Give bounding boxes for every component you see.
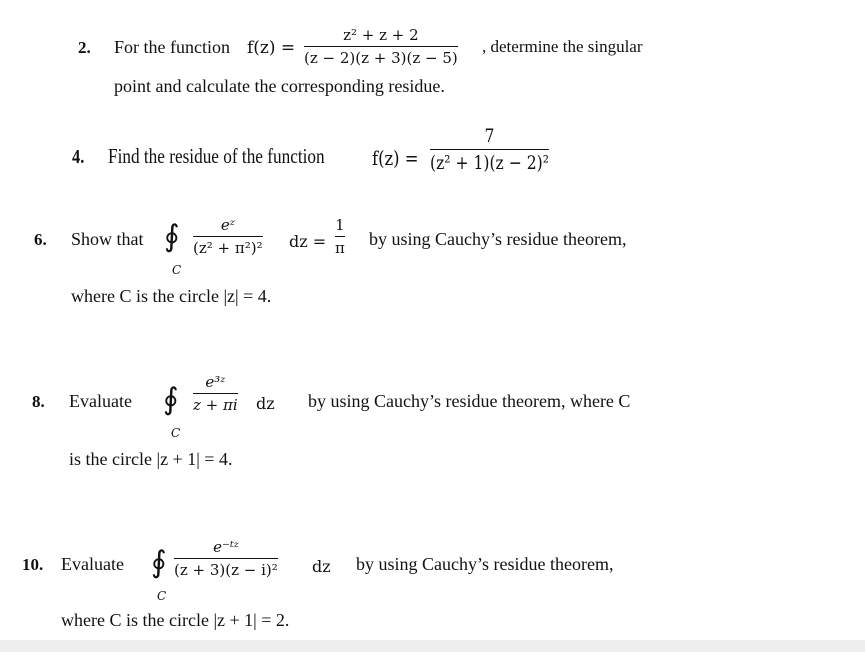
- numerator: e³ᶻ: [205, 373, 226, 391]
- dz: dz: [312, 557, 331, 576]
- function-fraction: [430, 125, 549, 174]
- problem-text-continued: by using Cauchy’s residue theorem,: [369, 229, 627, 249]
- numerator: eᶻ: [220, 216, 235, 234]
- problem-text-line2: point and calculate the corresponding residue.: [114, 76, 445, 96]
- dz: dz: [256, 394, 275, 413]
- contour-integral-icon: ∮: [164, 219, 180, 254]
- fraction-bar: [174, 558, 278, 559]
- denominator: z + πi: [193, 396, 238, 414]
- problem-text: For the function: [114, 37, 230, 57]
- integrand-fraction: [193, 216, 263, 257]
- numerator: z² + z + 2: [343, 26, 419, 44]
- contour-label: C: [157, 589, 167, 603]
- problem-text: Evaluate: [61, 554, 124, 574]
- dz-equals: dz =: [289, 232, 327, 251]
- numerator: 1: [335, 216, 345, 234]
- fraction-bar: [193, 393, 238, 394]
- denominator: (z² + π²)²: [193, 239, 263, 257]
- problem-number: 6.: [34, 230, 47, 249]
- function-fraction: [304, 26, 458, 67]
- problem-text: Find the residue of the function: [108, 144, 325, 168]
- problem-text-continued: by using Cauchy’s residue theorem,: [356, 554, 614, 574]
- problem-text: Evaluate: [69, 391, 132, 411]
- problem-text-line2: is the circle |z + 1| = 4.: [69, 449, 233, 469]
- numerator: e⁻ᵗᶻ: [213, 538, 239, 556]
- problem-text-continued: by using Cauchy’s residue theorem, where C: [308, 391, 631, 411]
- numerator: 7: [484, 125, 495, 147]
- fraction-bar: [335, 236, 345, 237]
- denominator: (z + 3)(z − i)²: [174, 561, 278, 579]
- page-bottom-strip: [0, 640, 865, 652]
- contour-integral-icon: ∮: [163, 382, 179, 417]
- fraction-bar: [430, 149, 549, 150]
- function-lhs: f(z) =: [247, 38, 296, 58]
- contour-label: C: [172, 263, 182, 277]
- problem-text: Show that: [71, 229, 144, 249]
- problem-text-continued: , determine the singular: [482, 37, 643, 56]
- problem-number: 4.: [72, 146, 85, 168]
- fraction-bar: [193, 236, 263, 237]
- function-lhs: f(z) =: [372, 146, 419, 170]
- denominator: (z − 2)(z + 3)(z − 5): [304, 49, 458, 67]
- problem-number: 2.: [78, 38, 91, 57]
- contour-integral-icon: ∮: [151, 545, 167, 580]
- integrand-fraction: [174, 538, 278, 579]
- problem-text-line2: where C is the circle |z| = 4.: [71, 286, 272, 306]
- result-fraction: [335, 216, 345, 257]
- problem-number: 10.: [22, 555, 44, 574]
- contour-label: C: [171, 426, 181, 440]
- problem-text-line2: where C is the circle |z + 1| = 2.: [61, 610, 290, 630]
- denominator: (z² + 1)(z − 2)²: [430, 152, 549, 174]
- problem-number: 8.: [32, 392, 45, 411]
- denominator: π: [335, 239, 345, 257]
- fraction-bar: [304, 46, 458, 47]
- integrand-fraction: [193, 373, 238, 414]
